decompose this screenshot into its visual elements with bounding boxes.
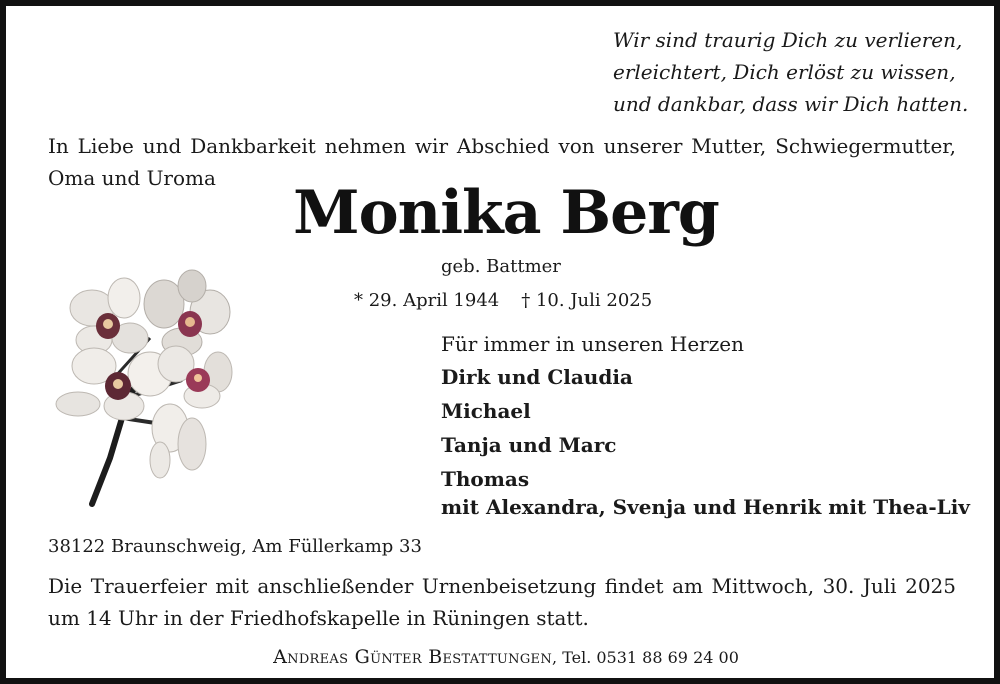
birth-name: geb. Battmer (441, 256, 561, 277)
deceased-name: Monika Berg (293, 178, 719, 248)
mourner-name: Dirk und Claudia (441, 365, 633, 389)
orchid-flower-icon (52, 268, 237, 508)
poem-line: erleichtert, Dich erlöst zu wissen, (613, 60, 956, 84)
poem (613, 24, 983, 120)
mourner-name: Thomas (441, 467, 530, 491)
mourners-lead: Für immer in unseren Herzen (441, 332, 744, 356)
funeral-service-info: Die Trauerfeier mit anschließender Urnenbeisetzung findet am Mittwoch, 30. Juli 2025 um 14 Uhr in der Friedhofskapelle in Rüningen statt. (48, 574, 956, 630)
mourner-name: Michael (441, 399, 531, 423)
funeral-home (6, 646, 1000, 668)
funeral-home-name: Andreas Günter Bestattungen (273, 646, 553, 668)
address: 38122 Braunschweig, Am Füllerkamp 33 (48, 536, 422, 557)
intro-text: In Liebe und Dankbarkeit nehmen wir Abschied von unserer Mutter, Schwiegermutter, Oma und Uroma (48, 134, 956, 190)
mourner-name: Tanja und Marc (441, 433, 617, 457)
life-dates (354, 290, 652, 311)
mourner-name: mit Alexandra, Svenja und Henrik mit Thea-Liv (441, 495, 970, 519)
funeral-home-phone: , Tel. 0531 88 69 24 00 (552, 648, 739, 667)
poem-line: und dankbar, dass wir Dich hatten. (613, 92, 969, 116)
death-date: † 10. Juli 2025 (521, 290, 653, 311)
poem-line: Wir sind traurig Dich zu verlieren, (613, 28, 963, 52)
mourners-block (441, 328, 970, 520)
birth-date: * 29. April 1944 (354, 290, 500, 311)
